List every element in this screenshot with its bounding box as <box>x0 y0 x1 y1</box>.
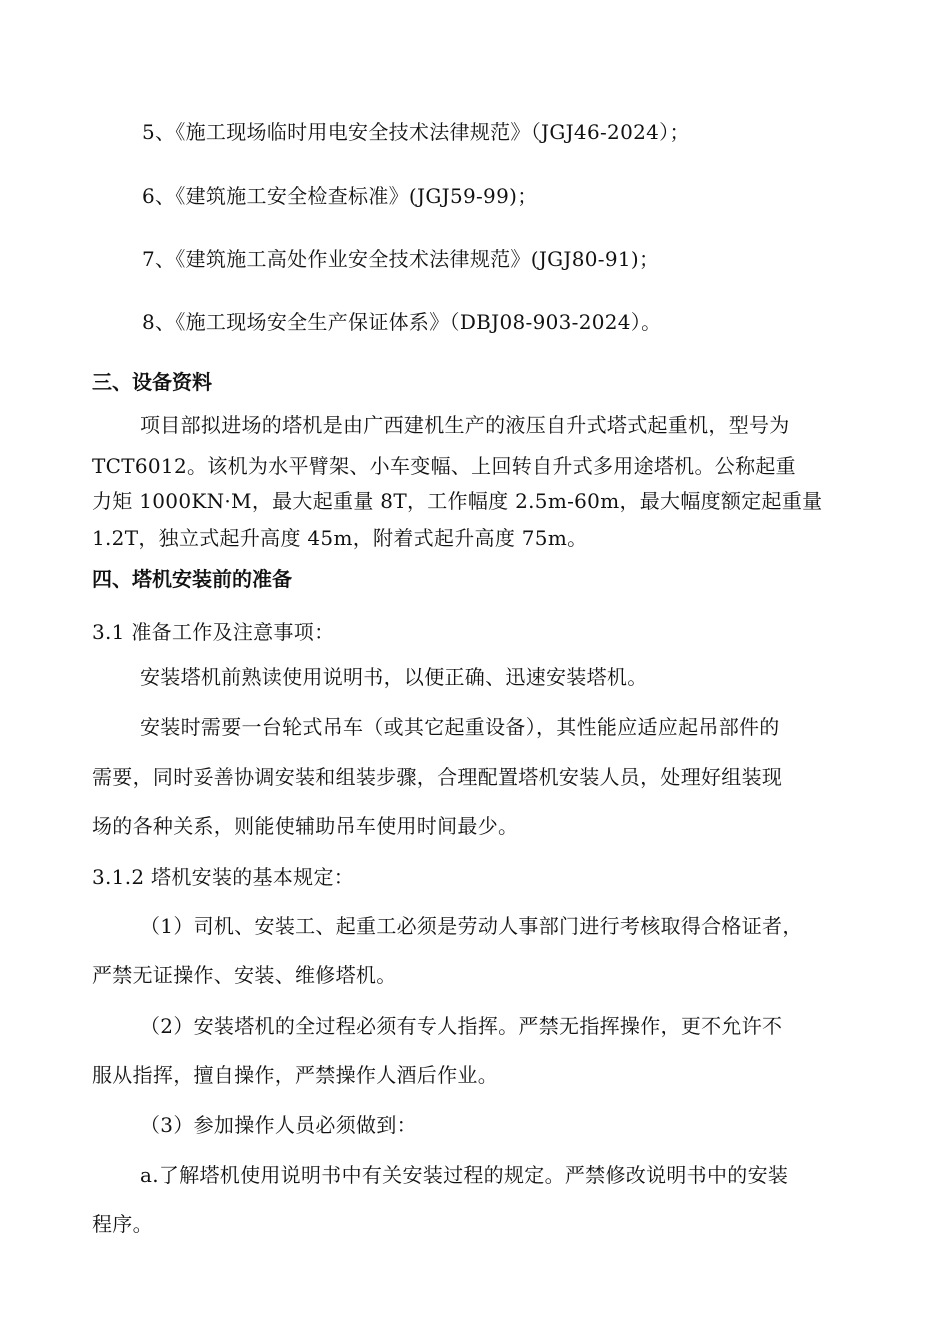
reference-7: 7、《建筑施工高处作业安全技术法律规范》(JGJ80-91)； <box>142 247 660 271</box>
equipment-line-1: 项目部拟进场的塔机是由广西建机生产的液压自升式塔式起重机，型号为 <box>140 413 790 437</box>
reference-5: 5、《施工现场临时用电安全技术法律规范》（JGJ46-2024）； <box>142 120 690 144</box>
preparation-paragraph-2-line-3: 场的各种关系，则能使辅助吊车使用时间最少。 <box>92 814 519 838</box>
rule-1-line-1: （1）司机、安装工、起重工必须是劳动人事部门进行考核取得合格证者， <box>140 914 803 938</box>
rule-3a-line-2: 程序。 <box>92 1212 153 1236</box>
preparation-paragraph-2-line-1: 安装时需要一台轮式吊车（或其它起重设备），其性能应适应起吊部件的 <box>140 715 780 739</box>
rule-1-line-2: 严禁无证操作、安装、维修塔机。 <box>92 963 397 987</box>
reference-8: 8、《施工现场安全生产保证体系》（DBJ08-903-2024）。 <box>142 310 662 334</box>
rule-2-line-2: 服从指挥，擅自操作，严禁操作人酒后作业。 <box>92 1063 498 1087</box>
equipment-line-2: TCT6012。该机为水平臂架、小车变幅、上回转自升式多用途塔机。公称起重 <box>92 454 796 478</box>
equipment-line-4: 1.2T，独立式起升高度 45m，附着式起升高度 75m。 <box>92 526 588 550</box>
section-heading-equipment: 三、设备资料 <box>92 370 212 394</box>
reference-6: 6、《建筑施工安全检查标准》(JGJ59-99)； <box>142 184 538 208</box>
preparation-paragraph-1: 安装塔机前熟读使用说明书，以便正确、迅速安装塔机。 <box>140 665 648 689</box>
section-heading-preparation: 四、塔机安装前的准备 <box>92 567 292 591</box>
equipment-line-3: 力矩 1000KN·M，最大起重量 8T，工作幅度 2.5m-60m，最大幅度额定起重量 <box>92 489 823 513</box>
rule-2-line-1: （2）安装塔机的全过程必须有专人指挥。严禁无指挥操作，更不允许不 <box>140 1014 783 1038</box>
rule-3: （3）参加操作人员必须做到： <box>140 1113 417 1137</box>
rule-3a-line-1: a.了解塔机使用说明书中有关安装过程的规定。严禁修改说明书中的安装 <box>140 1163 789 1187</box>
subsection-3-1: 3.1 准备工作及注意事项： <box>92 620 335 644</box>
subsection-3-1-2: 3.1.2 塔机安装的基本规定： <box>92 865 355 889</box>
preparation-paragraph-2-line-2: 需要，同时妥善协调安装和组装步骤，合理配置塔机安装人员，处理好组装现 <box>92 765 783 789</box>
